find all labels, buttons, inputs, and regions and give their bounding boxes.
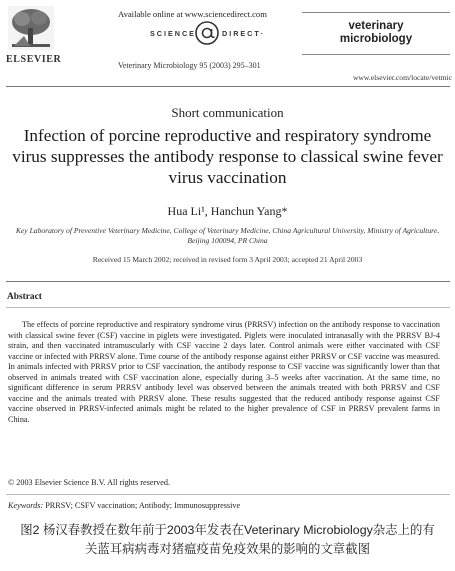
publisher-name: ELSEVIER [6,54,62,65]
received-dates: Received 15 March 2002; received in revised form 3 April 2003; accepted 21 April 2003 [92,255,363,264]
author-affiliation: Key Laboratory of Preventive Veterinary Medicine, College of Veterinary Medicine, China Agricultural University, Ministry of Agriculture, Beijing 100094, PR China [15,226,440,245]
article-authors: Hua Li¹, Hanchun Yang* [167,204,288,218]
elsevier-tree-logo [8,6,54,50]
keywords-list: PRRSV; CSFV vaccination; Antibody; Immunosuppressive [45,501,241,510]
copyright-notice: © 2003 Elsevier Science B.V. All rights reserved. [8,478,171,487]
header-divider [6,86,450,87]
available-online-text: Available online at www.sciencedirect.com [118,9,267,19]
sciencedirect-right-text: DIRECT· [222,29,266,38]
journal-citation: Veterinary Microbiology 95 (2003) 295–301 [118,61,261,70]
abstract-heading: Abstract [7,292,42,302]
journal-name-top-rule [302,12,450,13]
figure-caption-line-1: 图2 杨汉春教授在数年前于2003年发表在Veterinary Microbiology杂志上的有 [20,523,435,537]
keywords-label: Keywords: [8,501,44,510]
figure-caption [0,521,455,559]
abstract-top-divider [6,281,450,282]
abstract-heading-divider [6,307,450,308]
sciencedirect-left-text: SCIENCE [150,29,196,38]
article-title: Infection of porcine reproductive and respiratory syndrome virus suppresses the antibody response to classical swine fever virus vaccination [12,126,443,187]
abstract-body: The effects of porcine reproductive and respiratory syndrome virus (PRRSV) infection on the antibody response to vaccination with classical swine fever (CSF) vaccine in piglets were investigated. Piglets were inoculated intranasally with the PRRSV BJ-4 strain, and then vaccinated intramuscularly with CSF vaccine 2 days later. Control animals were either vaccinated with CSF vaccine or infected with PRRSV alone. Time course of the antibody response against either PRRSV or CSF vaccine was measured. In animals infected with PRRSV prior to CSF vaccination, the antibody response to CSF vaccine was significantly lower than that observed in animals treated with CSF vaccination alone, especially during 3–5 weeks after vaccination. At the same time, no significant difference in serum PRRSV antibody level was observed between the animals treated with both PRRSV and CSF vaccine and the animals treated with PRRSV alone. These results suggested that the reduced antibody response against CSF vaccine observed in PRRSV-infected animals might be related to the higher prevalence of CSF in PRRSV prevalent farms in China. [8,320,440,424]
article-type: Short communication [171,105,284,120]
figure-caption-line-2: 关蓝耳病病毒对猪瘟疫苗免疫效果的影响的文章截图 [85,542,370,556]
journal-url: www.elsevier.com/locate/vetmic [352,73,452,82]
journal-name-line-1: veterinary [348,20,404,32]
journal-name-line-2: microbiology [339,33,413,45]
journal-name [302,20,450,46]
sciencedirect-at-icon [194,20,220,46]
keywords-divider [6,494,450,495]
journal-name-bottom-rule [302,54,450,55]
keywords-line [8,501,438,512]
